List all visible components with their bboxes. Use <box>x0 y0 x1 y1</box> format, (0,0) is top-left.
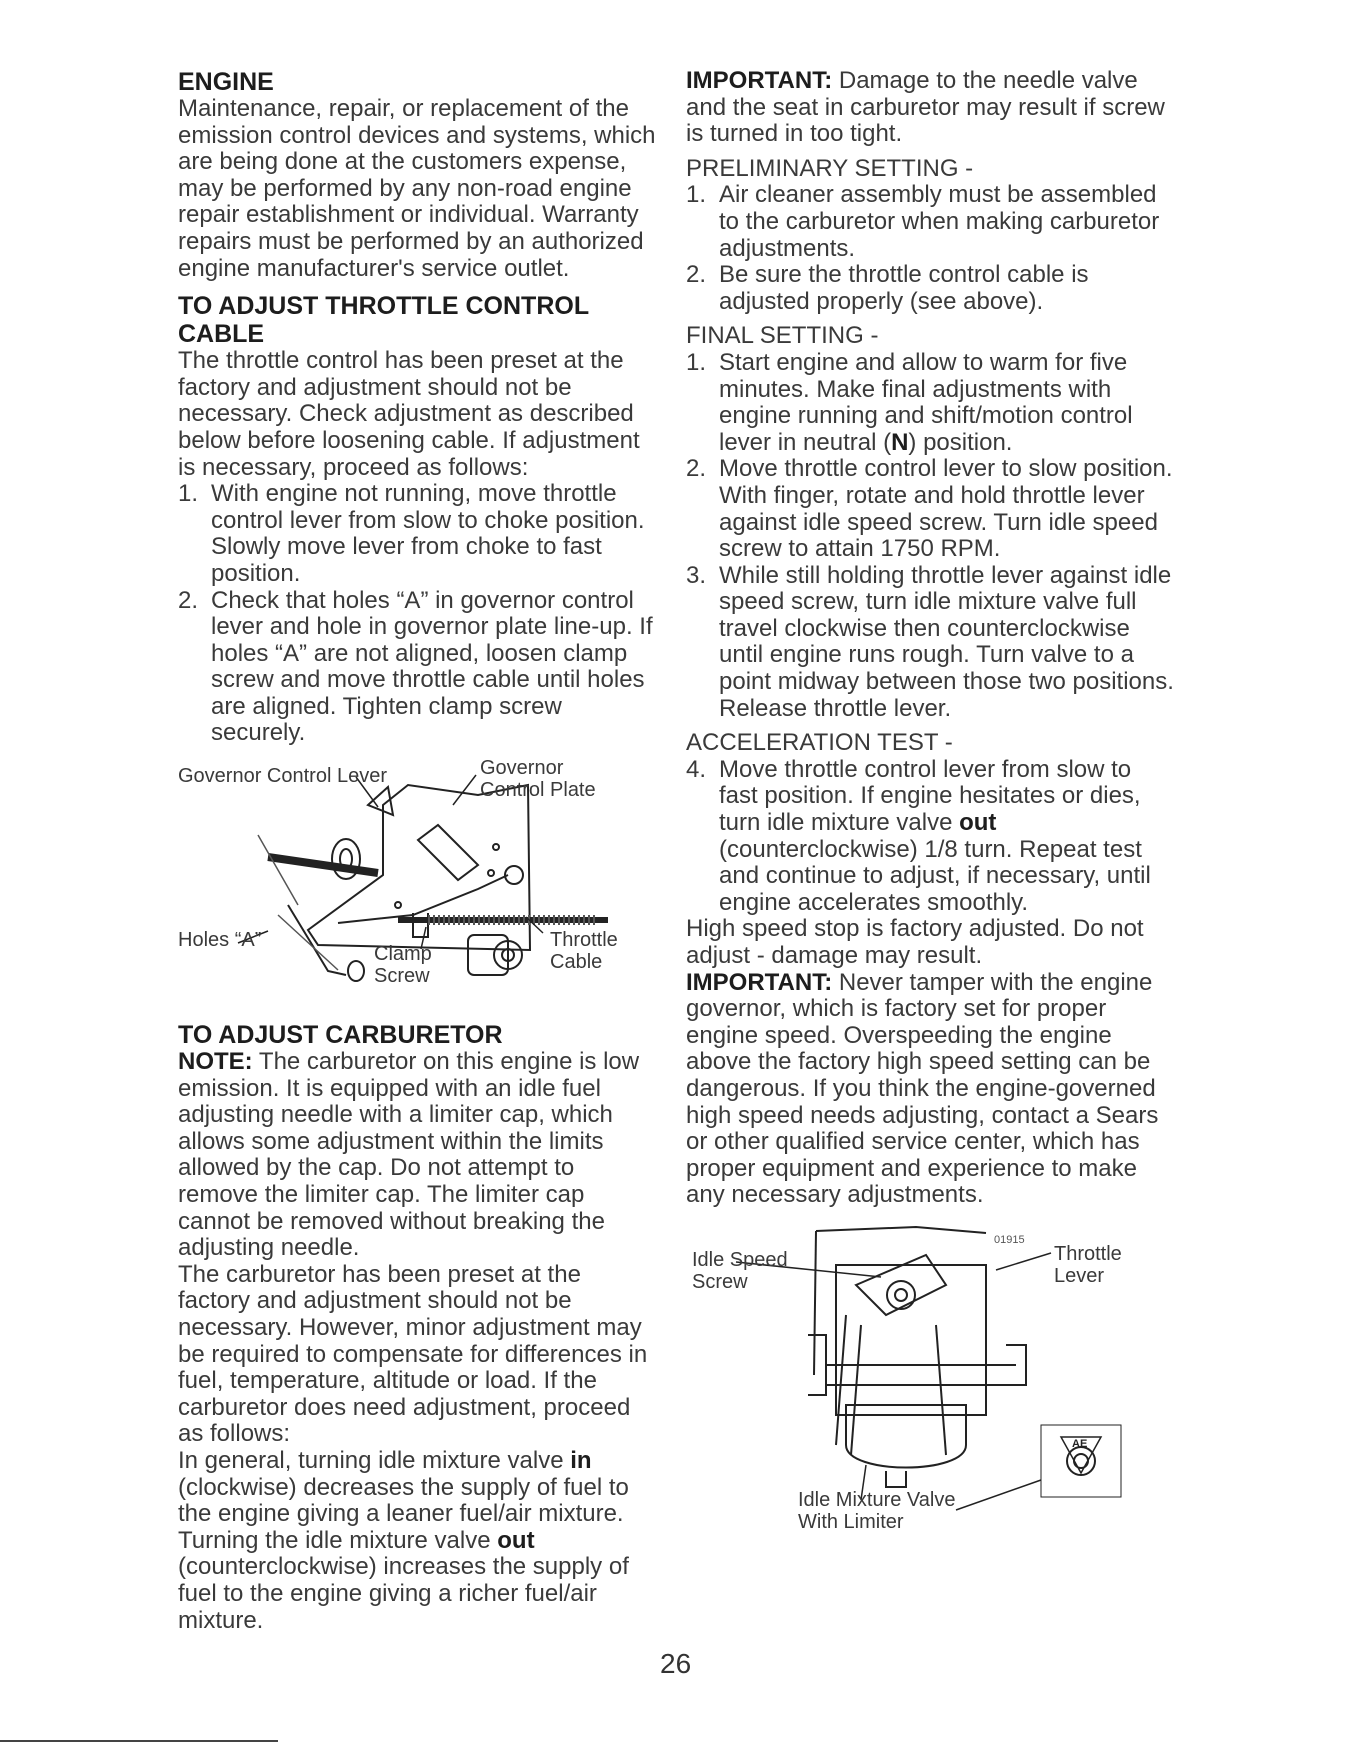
note-text: The carburetor on this engine is low emission. It is equipped with an idle fuel adjusting needle with a limiter cap, which allows some adjustment within the limits allowed by the cap. Do not attempt to remove the limiter cap. The limiter cap cannot be removed without breaking the adjusting needle. <box>178 1048 640 1262</box>
final-step-3 <box>686 563 1176 723</box>
text-span: In general, turning idle mixture valve <box>178 1446 571 1474</box>
acceleration-heading: ACCELERATION TEST - <box>686 729 953 757</box>
step-text: Move throttle control lever to slow position. With finger, rotate and hold throttle lever against idle speed screw. Turn idle speed screw to attain 1750 RPM. <box>719 455 1173 563</box>
bottom-rule <box>0 1740 278 1742</box>
page-number: 26 <box>660 1648 692 1679</box>
preliminary-step-1 <box>686 182 1176 262</box>
step-number: 2. <box>178 586 199 614</box>
label-lever: Lever <box>1054 1264 1105 1287</box>
out-emphasis: out <box>959 809 997 837</box>
throttle-step-1 <box>178 481 656 587</box>
important-label: IMPORTANT: <box>686 968 833 996</box>
label-screw: Screw <box>692 1270 748 1293</box>
step-number: 1. <box>686 348 707 376</box>
important-label: IMPORTANT: <box>686 67 833 94</box>
carburetor-heading: TO ADJUST CARBURETOR <box>178 1021 503 1050</box>
step-number: 2. <box>686 455 707 483</box>
step-text: Check that holes “A” in governor control lever and hole in governor plate line-up. If holes “A” are not aligned, loosen clamp screw and move throttle cable until holes are aligned. Tighten clamp screw securely. <box>211 586 653 747</box>
label-with-limiter: With Limiter <box>798 1510 904 1533</box>
engine-body: Maintenance, repair, or replacement of the emission control devices and systems, which are being done at the customers expense, may be performed by any non-road engine repair establishment or individual. Warranty repairs must be performed by an authorized engine manufacturer's service outlet. <box>178 95 656 282</box>
step-number: 3. <box>686 561 707 589</box>
label-cable: Cable <box>550 951 603 974</box>
step-text <box>719 757 1176 917</box>
text-span: Start engine and allow to warm for five minutes. Make final adjustments with engine running and shift/motion control lever in neutral ( <box>719 348 1133 456</box>
step-number: 1. <box>178 480 199 508</box>
step-text: While still holding throttle lever against idle speed screw, turn idle mixture valve full travel clockwise then counterclockwise until engine runs rough. Turn valve to a point midway between those two positions. Release throttle lever. <box>719 561 1174 722</box>
out-emphasis: out <box>497 1526 535 1554</box>
label-holes-a: Holes “A” <box>178 929 262 952</box>
label-throttle: Throttle <box>1054 1242 1122 1265</box>
step-text: With engine not running, move throttle control lever from slow to choke position. Slowly move lever from choke to fast position. <box>211 480 645 587</box>
important-1 <box>686 68 1176 148</box>
final-step-2 <box>686 456 1176 562</box>
carburetor-para-3 <box>178 1448 656 1634</box>
throttle-step-2 <box>178 588 656 748</box>
text-span: Move throttle control lever from slow to fast position. If engine hesitates or dies, turn idle mixture valve <box>719 755 1141 837</box>
step-text <box>719 350 1176 456</box>
ae-mark: AE <box>1072 1437 1088 1450</box>
important-text: Damage to the needle valve and the seat in carburetor may result if screw is turned in too tight. <box>686 67 1165 148</box>
label-governor-control-lever: Governor Control Lever <box>178 765 387 788</box>
throttle-heading: TO ADJUST THROTTLE CONTROL CABLE <box>178 292 589 349</box>
step-number: 4. <box>686 755 707 783</box>
acceleration-step-4 <box>686 757 1176 917</box>
right-column <box>686 67 1176 1533</box>
final-heading: FINAL SETTING - <box>686 322 879 350</box>
important-2 <box>686 970 1176 1209</box>
text-span: (clockwise) decreases the supply of fuel to the engine giving a leaner fuel/air mixture. Turning the idle mixture valve <box>178 1473 629 1554</box>
label-throttle: Throttle <box>550 929 618 952</box>
step-number: 2. <box>686 261 707 289</box>
important-text: Never tamper with the engine governor, which is factory set for proper engine speed. Overspeeding the engine above the factory high speed setting can be dangerous. If you think the engine-governed high speed needs adjusting, contact a Sears or other qualified service center, which has proper equipment and experience to make any necessary adjustments. <box>686 968 1159 1209</box>
label-clamp: Clamp <box>374 943 432 966</box>
in-emphasis: in <box>570 1446 592 1474</box>
text-span: (counterclockwise) 1/8 turn. Repeat test and continue to adjust, if necessary, until engine accelerates smoothly. <box>719 835 1151 916</box>
carburetor-figure <box>686 1225 1176 1533</box>
left-column <box>178 68 656 1634</box>
preliminary-heading: PRELIMINARY SETTING - <box>686 154 974 182</box>
neutral-letter: N <box>891 428 909 456</box>
text-span: ) position. <box>908 428 1013 456</box>
step-text: Be sure the throttle control cable is adjusted properly (see above). <box>719 261 1089 315</box>
label-screw: Screw <box>374 965 430 988</box>
label-control-plate: Control Plate <box>480 779 596 802</box>
label-idle-speed: Idle Speed <box>692 1248 788 1271</box>
step-text: Air cleaner assembly must be assembled to the carburetor when making carburetor adjustments. <box>719 181 1160 262</box>
throttle-intro: The throttle control has been preset at the factory and adjustment should not be necessary. Check adjustment as described below before loosening cable. If adjustment is necessary, proceed as follows: <box>178 347 640 481</box>
figure-code: 01915 <box>994 1233 1025 1246</box>
label-idle-mixture-valve: Idle Mixture Valve <box>798 1488 956 1511</box>
carburetor-note <box>178 1049 656 1262</box>
final-step-1 <box>686 350 1176 456</box>
carburetor-para-2: The carburetor has been preset at the factory and adjustment should not be necessary. However, minor adjustment may be required to compensate for differences in fuel, temperature, altitude or load. If the carburetor does need adjustment, proceed as follows: <box>178 1260 648 1448</box>
governor-figure <box>178 757 656 1017</box>
preliminary-step-2 <box>686 262 1176 315</box>
label-governor: Governor <box>480 757 564 780</box>
engine-heading: ENGINE <box>178 68 274 96</box>
text-span: (counterclockwise) increases the supply of fuel to the engine giving a richer fuel/air mixture. <box>178 1553 629 1634</box>
step-number: 1. <box>686 181 707 209</box>
high-speed-note: High speed stop is factory adjusted. Do not adjust - damage may result. <box>686 915 1144 969</box>
note-label: NOTE: <box>178 1048 253 1076</box>
